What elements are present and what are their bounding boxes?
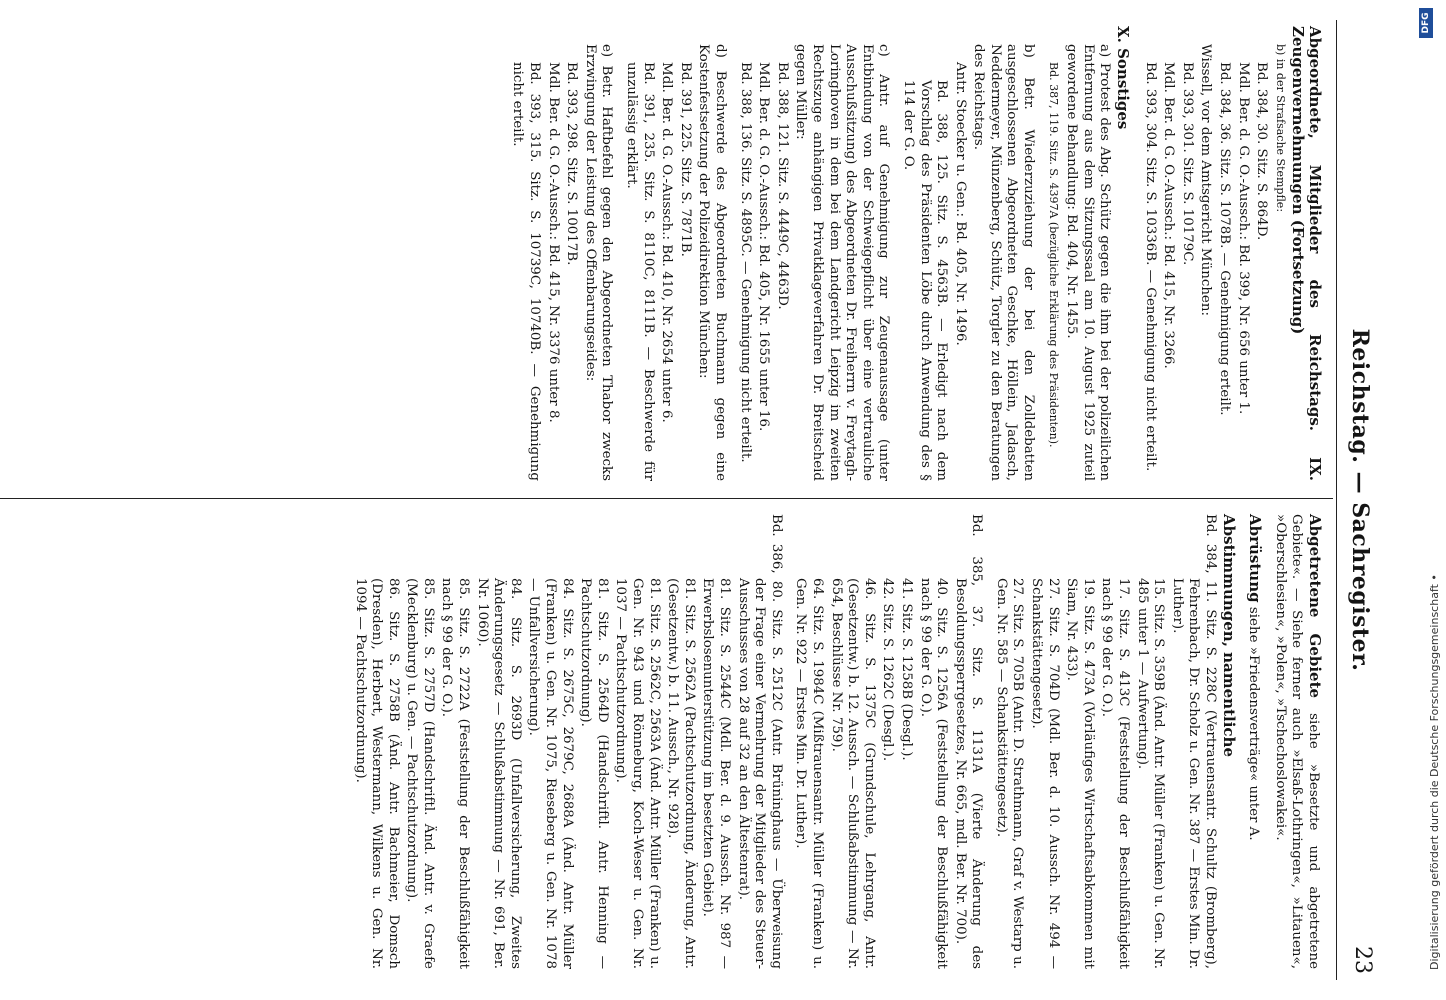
entry-text: 37. Sitz. S. 1131A (Vierte Änderung des Besoldungssperrgesetzes, Nr. 665, mdl. Ber. Nr. 700). [952, 578, 985, 970]
volume-label: Bd. 386, [768, 514, 784, 574]
list-item: 15. Sitz. S. 359B (Änd. Antr. Müller (Franken) u. Gen. Nr. 485 unter 1 — Aufwertung). [1134, 578, 1167, 969]
entry-text: siehe »Friedensverträge« unter A. [1246, 606, 1262, 841]
entry-text: 11. Sitz. S. 228C (Vertrauensantr. Schultz (Bromberg), Fehrenbach, Dr. Scholz u. Gen. Nr. 387 — Erstes Min. Dr. Luther). [1169, 578, 1219, 969]
entry-text: 80. Sitz. S. 2512C (Antr. Brüninghaus — Überweisung der Frage einer Vermehrung der Mitglieder des Steuer-Ausschusses von 28 auf 32 an den Ältestenrat). [735, 578, 784, 969]
running-title: Reichstag. — Sachregister. [1347, 328, 1373, 672]
list-item: 64. Sitz. S. 1984C (Mißtrauensantr. Müller (Franken) u. Gen. Nr. 922 — Erstes Min. Dr. Luther). [793, 578, 825, 969]
list-item: a) Protest des Abg. Schütz gegen die ihm bei der polizeilichen Entfernung aus dem Sitzungssaal am 10. August 1925 zuteil gewordene Behandlung: Bd. 404, Nr. 1455. [1064, 44, 1113, 481]
volume-label: Bd. 384, [1203, 514, 1219, 574]
page-header [1336, 20, 1385, 980]
list-item: Mdl. Ber. d. G. O.-Aussch.: Bd. 405, Nr. 1655 unter 16. [756, 62, 772, 432]
list-item: Bd. 384, 36. Sitz. S. 1078B. — Genehmigung erteilt. [1217, 62, 1233, 416]
list-item: c) Antr. auf Genehmigung zur Zeugenaussage (unter Entbindung von der Schweigepflicht über eine vertrauliche Ausschußsitzung) des Abgeordneten Dr. Freiherrn v. Freytagh-Loringhoven in dem bei dem Landgericht Leipzig im zweiten Rechtszuge anhängigen Privatklageverfahren Dr. Breitscheid gegen Müller: [793, 44, 892, 481]
logo-text: DFG [1421, 12, 1431, 34]
list-item: 81. Sitz. S. 2562A (Pachtschutzordnung, Änderung, Antr. (Gesetzentw.) b. 11. Aussch., Nr. 928). [665, 578, 697, 969]
page-number: 23 [1350, 946, 1375, 974]
list-item [951, 514, 984, 969]
list-item: Bd. 384, 30. Sitz. S. 864D. [1254, 62, 1270, 241]
list-item: 40. Sitz. S. 1256A (Feststellung der Beschlußfähigkeit nach § 99 der G. O.). [917, 578, 950, 969]
list-item: Bd. 388, 121. Sitz. S. 4449C, 4463D. [774, 62, 790, 310]
list-item: 17. Sitz. S. 413C (Feststellung der Beschlußfähigkeit nach § 99 der G. O.). [1099, 578, 1132, 969]
list-item: Bd. 393, 304. Sitz. S. 10336B. — Genehmigung nicht erteilt. [1142, 62, 1158, 472]
section-heading: Abgeordnete, Mitglieder des Reichstags. IX. Zeugenvernehmungen (Fortsetzung) [1289, 26, 1324, 481]
list-item: 81. Sitz. S. 2562C, 2563A (Änd. Antr. Müller (Franken) u. Gen. Nr. 943 und Rönneburg, Koch-Weser u. Gen. Nr. 1037 — Pachtschutzordnung). [613, 578, 662, 969]
entry-heading: Abrüstung [1246, 514, 1265, 603]
list-item: Bd. 391, 225. Sitz. S. 7871B. [677, 62, 693, 257]
list-item: b) Betr. Wiederzuziehung der bei den Zolldebatten ausgeschlossenen Abgeordneten Geschke, Höllein, Jadasch, Neddermeyer, Münzenberg, Schütz, Torgler zu den Beratungen des Reichstags. [971, 44, 1037, 481]
left-column [0, 26, 1323, 481]
index-entry [1271, 514, 1323, 969]
right-column [0, 514, 1323, 969]
list-item: Mdl. Ber. d. G. O.-Aussch.: Bd. 399, Nr. 656 unter 1. [1235, 62, 1251, 415]
list-item: 41. Sitz. S. 1258B (Desgl.). [898, 578, 914, 761]
list-item: Mdl. Ber. d. G. O.-Aussch.: Bd. 415, Nr. 3266. [1161, 62, 1177, 369]
list-item: Wissell, vor dem Amtsgericht München: [1198, 44, 1214, 316]
list-item: Bd. 393, 298. Sitz. S. 10017B. [564, 62, 580, 266]
column-divider [0, 498, 1333, 499]
list-item: 46. Sitz. S. 1375C (Grundschule, Lehrgang, Antr. (Gesetzentw.) b. 12. Aussch. — Schlußabstimmung — Nr. 654, Beschlüsse Nr. 759). [828, 578, 877, 969]
list-item: 27. Sitz. S. 704D (Mdl. Ber. d. 10. Aussch. Nr. 494 — Schankstättengesetz). [1029, 578, 1061, 969]
list-item: 81. Sitz. S. 2544C (Mdl. Ber. d. 9. Aussch. Nr. 987 — Erwerbslosenunterstützung im besetzten Gebiet). [700, 578, 732, 969]
list-item: Bd. 393, 301. Sitz. S. 10179C. [1179, 62, 1195, 266]
list-item: Bd. 387, 119. Sitz. S. 4397A (bezügliche Erklärung des Präsidenten). [1046, 62, 1060, 448]
list-item: 81. Sitz. S. 2564D (Handschriftl. Antr. Henning — Pachtschutzordnung). [578, 578, 610, 969]
list-item: 84. Sitz. S. 2675C, 2679C, 2688A (Änd. Antr. Müller (Franken) u. Gen. Nr. 1075, Rieseberg u. Gen. Nr. 1078 — Unfallversicherung). [526, 578, 575, 969]
entry-text: siehe »Besetzte und abgetretene Gebiete«. — Siehe ferner auch »Elsaß-Lothringen«, »Litauen«, »Oberschlesien«, »Polen«, »Tschechoslowakei«. [1272, 514, 1321, 970]
entry-heading: Abstimmungen, namentliche [1219, 514, 1238, 757]
list-item: 85. Sitz. S. 2757D (Handschriftl. Änd. Antr. v. Graefe (Mecklenburg) u. Gen. — Pachtschutzordnung). [404, 578, 436, 969]
list-item: Mdl. Ber. d. G. O.-Aussch.: Bd. 415, Nr. 3376 unter 8. [545, 62, 561, 423]
list-item: e) Betr. Haftbefehl gegen den Abgeordneten Thabor zwecks Erzwingung der Leistung des Offenbarungseides: [582, 44, 615, 481]
list-item [1168, 514, 1218, 969]
list-item: 86. Sitz. S. 2758B (Änd. Antr. Bachmeier, Domsch (Dresden), Herbert, Westermann, Wilkens u. Gen. Nr. 1094 — Pachtschutzordnung). [352, 578, 401, 969]
list-item: 84. Sitz. S. 2693D (Unfallversicherung, Zweites Änderungsgesetz — Schlußabstimmung — Nr. 691, Ber. Nr. 1060). [474, 578, 523, 969]
list-item [734, 514, 784, 969]
list-item: Mdl. Ber. d. G. O.-Aussch.: Bd. 410, Nr. 2654 unter 6. [659, 62, 675, 423]
list-item: 19. Sitz. S. 473A (Vorläufiges Wirtschaftsabkommen mit Siam, Nr. 433). [1064, 578, 1096, 969]
section-heading: X. Sonstiges [1114, 26, 1133, 130]
list-item: b) in der Strafsache Stempfle: [1273, 44, 1287, 213]
list-item: Bd. 393, 315. Sitz. S. 10739C, 10740B. — Genehmigung nicht erteilt. [510, 62, 543, 481]
scanned-page [0, 20, 1385, 980]
list-item: Bd. 391, 235. Sitz. S. 8110C, 8111B. — Beschwerde für unzulässig erklärt. [624, 62, 656, 481]
entry-heading: Abgetretene Gebiete [1306, 514, 1324, 699]
list-item: Bd. 388, 125. Sitz. S. 4563B. — Erledigt nach dem Vorschlag des Präsidenten Löbe durch Anwendung des § 114 der G. O. [900, 80, 950, 481]
list-item: 85. Sitz. S. 2722A (Feststellung der Beschlußfähigkeit nach § 99 der G. O.). [439, 578, 472, 969]
index-entry [1245, 514, 1264, 969]
volume-label: Bd. 385, [969, 514, 985, 587]
credit-text: Digitalisierung gefördert durch die Deutsche Forschungsgemeinschaft • [1428, 574, 1441, 970]
digitization-credit [1408, 30, 1441, 970]
list-item: 42. Sitz. S. 1262C (Desgl.). [880, 578, 896, 762]
list-item: d) Beschwerde des Abgeordneten Buchmann gegen eine Kostenfestsetzung der Polizeidirektion München: [696, 44, 728, 481]
list-item: 27. Sitz. S. 705B (Antr. D. Strathmann, Graf v. Westarp u. Gen. Nr. 585 — Schankstättengesetz). [993, 578, 1026, 969]
list-item: Antr. Stoecker u. Gen.: Bd. 405, Nr. 1496. [952, 62, 968, 346]
list-item: Bd. 388, 136. Sitz. S. 4895C. — Genehmigung nicht erteilt. [737, 62, 753, 463]
